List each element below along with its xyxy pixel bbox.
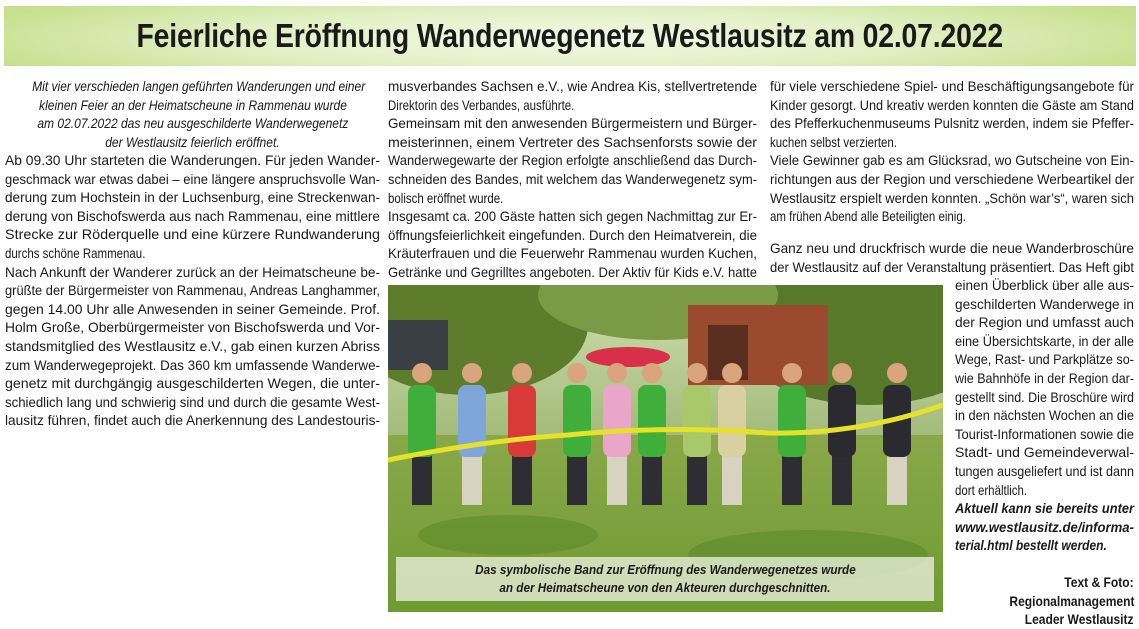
- column-3-top: [770, 77, 1134, 226]
- text-line: [5, 170, 380, 189]
- text-line: [5, 411, 380, 430]
- text-line-content: Direktorin des Verbandes, ausführte.: [388, 96, 575, 113]
- text-line: [770, 189, 1134, 208]
- text-line-content: wie Bahnhöfe in der Region dar-: [955, 369, 1134, 386]
- text-line: [770, 207, 1134, 226]
- text-line-content: Insgesamt ca. 200 Gäste hatten sich gegen Nachmittag zur Er-: [388, 208, 757, 225]
- text-line: [770, 133, 1134, 152]
- text-line-content: der Westlausitz feierlich eröffnet.: [105, 133, 280, 150]
- text-line: [955, 499, 1134, 518]
- text-line-content: schneiden des Bandes, mit welchem das Wanderwegenetz sym-: [388, 170, 757, 187]
- text-line-content: Ganz neu und druckfrisch wurde die neue Wanderbroschüre: [770, 240, 1134, 256]
- text-line-content: gegen 14.00 Uhr alle Anwesenden in seiner Gemeinde. Prof.: [5, 300, 380, 317]
- text-line-content: geschilderten Wanderwege in: [955, 295, 1134, 312]
- text-line-content: www.westlausitz.de/informa-: [955, 518, 1134, 535]
- text-line-content: der Westlausitz auf der Veranstaltung präsentiert. Das Heft gibt: [770, 258, 1134, 275]
- text-line-content: Getränke und Gegrilltes angeboten. Der Aktiv für Kids e.V. hatte: [388, 263, 757, 280]
- text-line: [388, 77, 757, 96]
- text-line: [5, 374, 380, 393]
- text-line-content: schiedlich lang und schwierig sind und durch die gesamte West-: [5, 393, 380, 410]
- text-line-content: Regionalmanagement: [1008, 592, 1134, 609]
- text-line: [770, 114, 1134, 133]
- text-line: [955, 295, 1134, 314]
- event-photo: [388, 285, 943, 612]
- photo-credit: [955, 573, 1134, 629]
- text-line: [5, 244, 380, 263]
- text-line-content: Stadt- und Gemeindeverwal-: [955, 444, 1134, 461]
- text-line-content: durchs schöne Rammenau.: [5, 244, 146, 261]
- text-line: [955, 332, 1134, 351]
- text-line: [5, 337, 380, 356]
- text-line: [770, 77, 1134, 96]
- text-line-content: Aktuell kann sie bereits unter: [955, 500, 1134, 516]
- photo-caption: [396, 557, 934, 601]
- text-line-content: der Region und umfasst auch: [955, 314, 1134, 331]
- text-line: [955, 592, 1134, 611]
- text-line-content: Strecke zur Röderquelle und eine kürzere Rundwanderung: [5, 226, 380, 243]
- text-line: [5, 356, 380, 375]
- text-line: [770, 239, 1134, 258]
- text-line: [770, 151, 1134, 170]
- text-line-content: genetz mit durchgängig ausgeschilderten Wegen, die unter-: [5, 375, 380, 392]
- text-line-content: musverbandes Sachsen e.V., wie Andrea Kis, stellvertretende: [388, 78, 757, 94]
- text-line-content: Nach Ankunft der Wanderer zurück an der Heimatscheune be-: [5, 263, 380, 280]
- text-line-content: standsmitglied des Westlausitz e.V., gab einen kurzen Abriss: [5, 337, 380, 354]
- text-line-content: Westlausitz erspielt werden konnten. „Schön war’s“, waren sich: [770, 189, 1134, 206]
- article-title: Feierliche Eröffnung Wanderwegenetz Westlausitz am 02.07.2022: [136, 17, 1004, 54]
- text-line: [388, 226, 757, 245]
- text-line-content: für viele verschiedene Spiel- und Beschäftigungsangebote für: [770, 78, 1134, 94]
- text-line: [770, 96, 1134, 115]
- text-line: [5, 225, 380, 244]
- text-line: [5, 300, 380, 319]
- text-line-content: kuchen selbst verzierten.: [770, 133, 897, 150]
- article-lead: [5, 77, 380, 151]
- text-line: [388, 133, 757, 152]
- text-line-content: Tourist-Informationen sowie die: [955, 425, 1134, 442]
- text-line-content: am 02.07.2022 das neu ausgeschilderte Wanderwegenetz: [36, 115, 349, 132]
- column-2: [388, 77, 757, 282]
- text-line: [5, 151, 380, 170]
- title-banner: [4, 6, 1136, 66]
- text-line: [955, 388, 1134, 407]
- text-line: [388, 207, 757, 226]
- text-line-content: des Pfefferkuchenmuseums Pulsnitz werden, indem sie Pfeffer-: [770, 115, 1134, 132]
- text-line: [955, 313, 1134, 332]
- text-line-content: am frühen Abend alle Beteiligten einig.: [770, 208, 966, 225]
- text-line: [955, 462, 1134, 481]
- text-line-content: Wege, Rast- und Parkplätze so-: [955, 351, 1134, 368]
- text-line-content: derung zum Hochstein in der Luchsenburg, eine Streckenwan-: [5, 189, 380, 206]
- text-line: [388, 114, 757, 133]
- text-line-content: bolisch eröffnet wurde.: [388, 189, 504, 206]
- text-line: [955, 425, 1134, 444]
- text-line: [955, 276, 1134, 295]
- text-line: [5, 393, 380, 412]
- text-line-content: Leader Westlausitz: [1025, 611, 1134, 628]
- text-line-content: in den nächsten Wochen an die: [955, 407, 1134, 424]
- text-line-content: Mit vier verschieden langen geführten Wanderungen und einer: [32, 78, 366, 94]
- text-line-content: Wanderwegewarte der Region erfolgte anschließend das Durch-: [388, 152, 757, 169]
- text-line-content: einen Überblick über alle aus-: [955, 277, 1134, 293]
- text-line: [388, 244, 757, 263]
- text-line-content: dort erhältlich.: [955, 481, 1028, 498]
- text-line: [955, 610, 1134, 629]
- text-line: [955, 481, 1134, 500]
- text-line-content: derung von Bischofswerda aus nach Rammenau, eine mittlere: [5, 207, 380, 224]
- text-line: [955, 350, 1134, 369]
- text-line-content: richtungen aus der Region und verschiedene Werbeartikel der: [770, 170, 1134, 187]
- text-line: [388, 151, 757, 170]
- column-1: [5, 151, 380, 430]
- text-line: [388, 263, 757, 282]
- text-line: [388, 189, 757, 208]
- text-line-content: öffnungsfeierlichkeit eingefunden. Durch den Heimatverein, die: [388, 226, 757, 243]
- text-line: [388, 96, 757, 115]
- text-line-content: gestellt sind. Die Broschüre wird: [955, 388, 1134, 405]
- text-line: [5, 263, 380, 282]
- text-line: [5, 207, 380, 226]
- text-line: [5, 96, 380, 115]
- text-line-content: meisterinnen, einem Vertreter des Sachsenforsts sowie der: [388, 133, 757, 150]
- text-line: [955, 369, 1134, 388]
- text-line-content: terial.html bestellt werden.: [955, 537, 1107, 554]
- text-line-content: Gemeinsam mit den anwesenden Bürgermeistern und Bürger-: [388, 115, 757, 132]
- order-note: [955, 499, 1134, 555]
- text-line: [955, 406, 1134, 425]
- text-line-content: geschmack war etwas dabei – eine längere anspruchsvolle Wan-: [5, 170, 380, 187]
- text-line-content: Text & Foto:: [1064, 574, 1134, 590]
- text-line: [5, 133, 380, 152]
- text-line: [5, 318, 380, 337]
- text-line-content: tungen ausgeliefert und ist dann: [955, 462, 1134, 479]
- text-line-content: zum Wanderwegeprojekt. Das 360 km umfassende Wanderwe-: [5, 356, 380, 373]
- text-line-content: Holm Große, Oberbürgermeister von Bischofswerda und Vor-: [5, 319, 380, 336]
- column-3-wide: [770, 239, 1134, 276]
- text-line: [955, 443, 1134, 462]
- column-3-narrow: [955, 276, 1134, 499]
- text-line: [5, 77, 380, 96]
- text-line: [5, 114, 380, 133]
- text-line: [5, 188, 380, 207]
- text-line: [770, 170, 1134, 189]
- caption-line: an der Heimatscheune von den Akteuren durchgeschnitten.: [499, 580, 831, 595]
- text-line: [388, 170, 757, 189]
- text-line: [955, 573, 1134, 592]
- text-line-content: Kinder gesorgt. Und kreativ werden konnten die Gäste am Stand: [770, 96, 1134, 113]
- text-line-content: lausitz führen, findet auch die Anerkennung des Landestouris-: [5, 412, 380, 429]
- text-line: [955, 536, 1134, 555]
- text-line-content: grüßte der Bürgermeister von Rammenau, Andreas Langhammer,: [5, 282, 380, 299]
- text-line-content: Viele Gewinner gab es am Glücksrad, wo Gutscheine von Ein-: [770, 152, 1134, 169]
- text-line: [955, 518, 1134, 537]
- caption-line: Das symbolische Band zur Eröffnung des Wanderwegenetzes wurde: [474, 562, 856, 577]
- text-line: [5, 281, 380, 300]
- text-line-content: eine Übersichtskarte, in der alle: [955, 332, 1134, 349]
- text-line-content: Kräuterfrauen und die Feuerwehr Rammenau wurden Kuchen,: [388, 245, 757, 262]
- text-line-content: kleinen Feier an der Heimatscheune in Rammenau wurde: [38, 96, 347, 113]
- text-line-content: Ab 09.30 Uhr starteten die Wanderungen. Für jeden Wander-: [5, 152, 380, 168]
- text-line: [770, 258, 1134, 277]
